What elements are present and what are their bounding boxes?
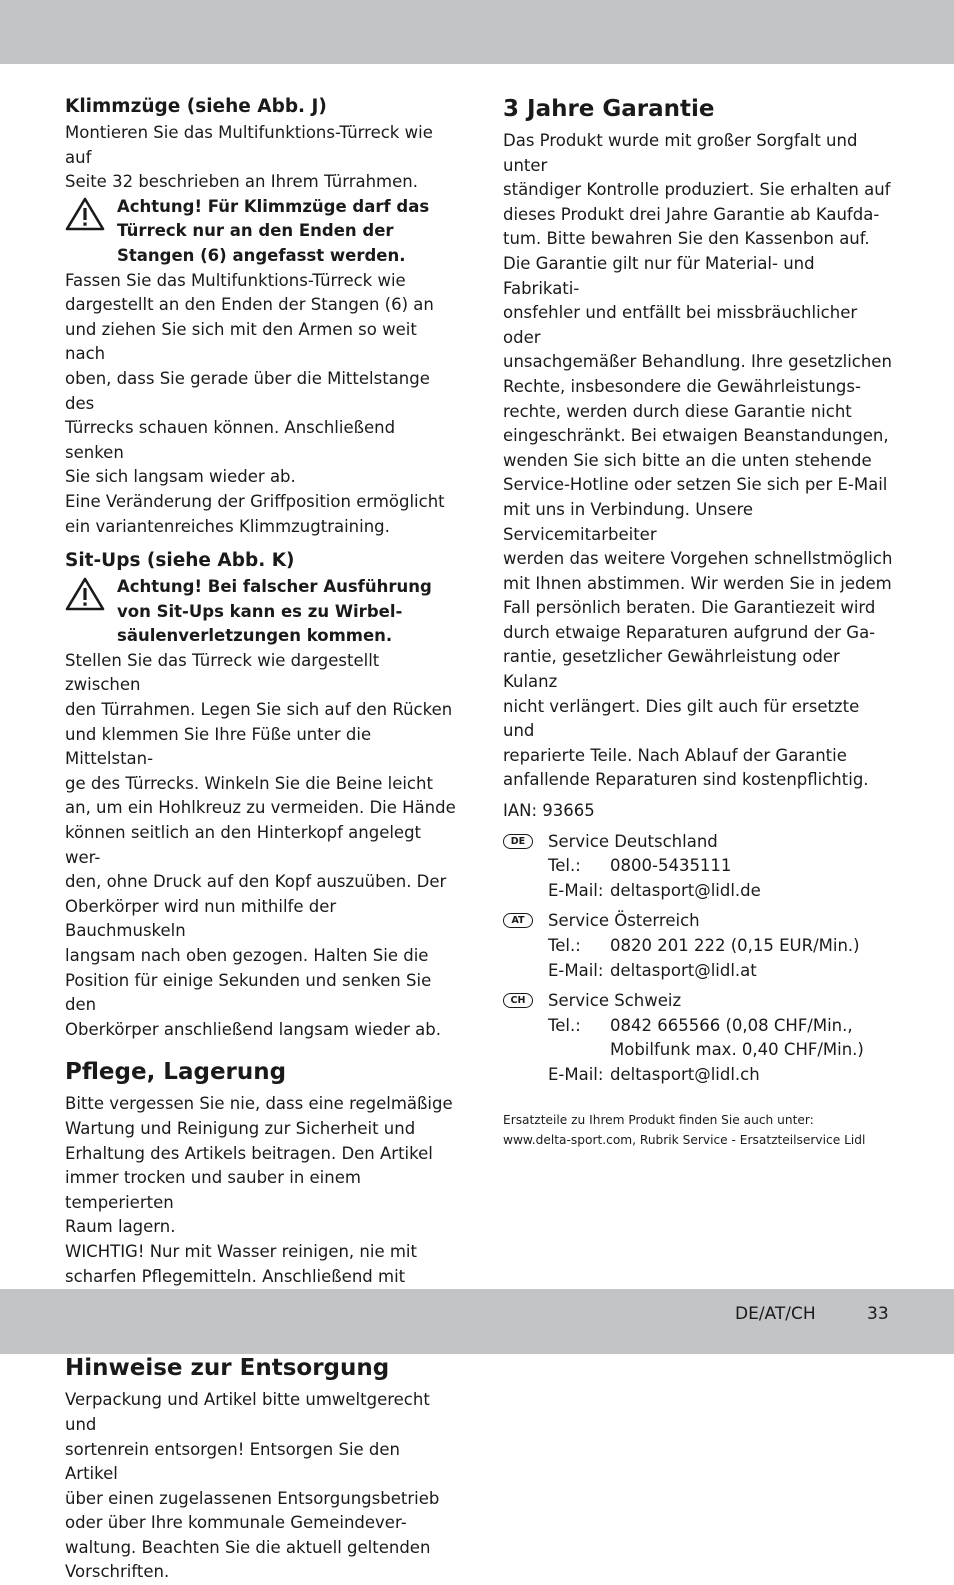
paragraph: Montieren Sie das Multifunktions-Türreck wie auf Seite 32 beschrieben an Ihrem Türrahmen. — [65, 123, 433, 192]
service-at: AT Service Österreich Tel.: 0820 201 222 (0,15 EUR/Min.) E-Mail: deltasport@lidl.at — [503, 909, 895, 983]
service-email[interactable]: deltasport@lidl.ch — [610, 1064, 760, 1084]
spare-parts-note: Ersatzteile zu Ihrem Produkt finden Sie auch unter: www.delta-sport.com, Rubrik Service - Ersatzteilservice Lidl — [503, 1112, 866, 1147]
country-badge-de: DE — [503, 834, 533, 849]
service-phone: 0800-5435111 — [610, 856, 732, 876]
section-title-disposal: Hinweise zur Entsorgung — [65, 1355, 390, 1382]
section-title-sit-ups: Sit-Ups (siehe Abb. K) — [65, 550, 295, 572]
section-title-care: Pflege, Lagerung — [65, 1059, 287, 1086]
footer-country-label: DE/AT/CH — [735, 1304, 816, 1324]
service-email[interactable]: deltasport@lidl.at — [610, 960, 757, 980]
service-phone: 0842 665566 (0,08 CHF/Min., Mobilfunk max. 0,40 CHF/Min.) — [610, 1015, 864, 1060]
warning-block: Achtung! Für Klimmzüge darf das Türreck nur an den Enden der Stangen (6) angefasst werden. — [65, 195, 457, 269]
paragraph: Eine Veränderung der Griffposition ermöglicht ein variantenreiches Klimmzugtraining. — [65, 491, 445, 536]
service-name: Service Deutschland — [548, 831, 718, 851]
service-ch: CH Service Schweiz Tel.: 0842 665566 (0,08 CHF/Min., Mobilfunk max. 0,40 CHF/Min.) E-Mail: deltasport@lidl.ch — [503, 989, 895, 1087]
right-column — [503, 93, 895, 1150]
section-title-pull-ups: Klimmzüge (siehe Abb. J) — [65, 96, 327, 117]
paragraph: WICHTIG! Nur mit Wasser reinigen, nie mit scharfen Pflegemitteln. Anschließend mit — [65, 1241, 417, 1286]
paragraph: Das Produkt wurde mit großer Sorgfalt und unter ständiger Kontrolle produziert. Sie erhalten auf dieses Produkt drei Jahre Garantie ab Kaufda- tum. Bitte bewahren Sie den Kassenbon auf. — [503, 131, 891, 249]
service-de: DE Service Deutschland Tel.: 0800-5435111 E-Mail: deltasport@lidl.de — [503, 830, 895, 904]
paragraph: Stellen Sie das Türreck wie dargestellt zwischen den Türrahmen. Legen Sie sich auf den Rücken und klemmen Sie Ihre Füße unter die Mittelstan- ge des Türrecks. Winkeln Sie die Beine leicht an, um ein Hohlkreuz zu vermeiden. Die Hände können seitlich an den Hinterkopf angelegt wer- den, ohne Druck auf den Kopf auszuüben. Der Oberkörper wird nun mithilfe der Bauchmuskeln langsam nach oben gezogen. Halten Sie die Position für einige Sekunden und senken Sie den Oberkörper anschließend langsam wieder ab. — [65, 650, 456, 1039]
paragraph: Bitte vergessen Sie nie, dass eine regelmäßige Wartung und Reinigung zur Sicherheit und Erhaltung des Artikels beitragen. Den Artikel immer trocken und sauber in einem temperierten Raum lagern. — [65, 1094, 453, 1237]
paragraph: Die Garantie gilt nur für Material- und Fabrikati- onsfehler und entfällt bei missbräuchlicher oder unsachgemäßer Behandlung. Ihre gesetzlichen Rechte, insbesondere die Gewährleistungs- rechte, werden durch diese Garantie nicht eingeschränkt. Bei etwaigen Beanstandungen, wenden Sie sich bitte an die unten stehende Service-Hotline oder setzen Sie sich per E-Mail mit uns in Verbindung. Unsere Servicemitarbeiter werden das weitere Vorgehen schnellstmöglich mit Ihnen abstimmen. Wir werden Sie in jedem Fall persönlich beraten. Die Garantiezeit wird durch etwaige Reparaturen aufgrund der Ga- rantie, gesetzlicher Gewährleistung oder Kulanz nicht verlängert. Dies gilt auch für ersetzte und reparierte Teile. Nach Ablauf der Garantie anfallende Reparaturen sind kostenpflichtig. — [503, 253, 893, 790]
service-name: Service Österreich — [548, 911, 700, 931]
header-band — [0, 0, 954, 64]
left-column — [65, 93, 457, 1585]
warning-icon — [65, 577, 105, 611]
service-email[interactable]: deltasport@lidl.de — [610, 880, 761, 900]
warning-block: Achtung! Bei falscher Ausführung von Sit-Ups kann es zu Wirbel- säulenverletzungen kommen. — [65, 575, 457, 649]
ian-number: IAN: 93665 — [503, 801, 595, 821]
paragraph: Verpackung und Artikel bitte umweltgerecht und sortenrein entsorgen! Entsorgen Sie den Artikel über einen zugelassenen Entsorgungsbetrieb oder über Ihre kommunale Gemeindever- waltung. Beachten Sie die aktuell geltenden Vorschriften. — [65, 1390, 440, 1582]
service-phone: 0820 201 222 (0,15 EUR/Min.) — [610, 936, 860, 955]
section-title-warranty: 3 Jahre Garantie — [503, 96, 715, 122]
paragraph: Fassen Sie das Multifunktions-Türreck wie dargestellt an den Enden der Stangen (6) an und ziehen Sie sich mit den Armen so weit nach oben, dass Sie gerade über die Mittelstange des Türrecks schauen können. Anschließend senken Sie sich langsam wieder ab. — [65, 270, 434, 487]
service-name: Service Schweiz — [548, 991, 682, 1011]
country-badge-at: AT — [503, 913, 533, 928]
country-badge-ch: CH — [503, 993, 533, 1008]
page-number: 33 — [867, 1304, 889, 1324]
warning-icon — [65, 197, 105, 231]
